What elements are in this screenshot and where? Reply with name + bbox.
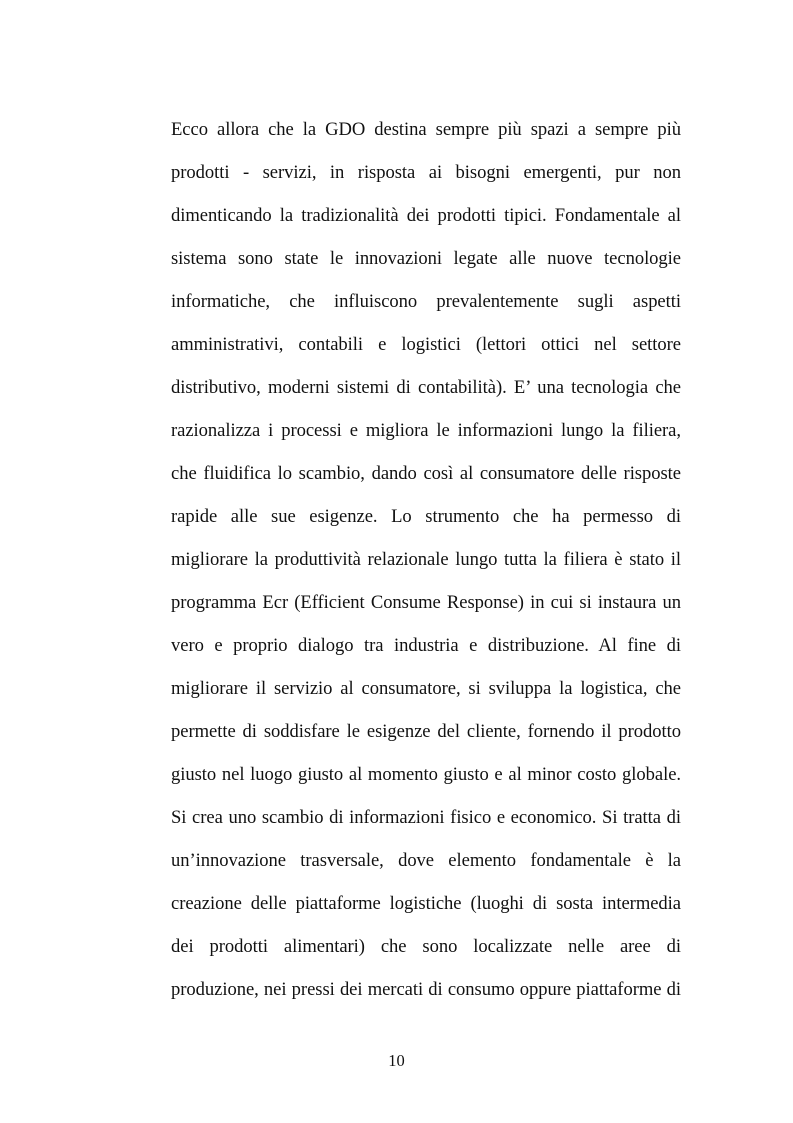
- text-line: distributivo, moderni sistemi di contabilità). E’ una tecnologia che: [171, 377, 681, 398]
- page-number: 10: [388, 1051, 405, 1070]
- text-line: dimenticando la tradizionalità dei prodotti tipici. Fondamentale al: [171, 205, 681, 226]
- text-line: rapide alle sue esigenze. Lo strumento che ha permesso di: [171, 506, 681, 527]
- text-line: dei prodotti alimentari) che sono localizzate nelle aree di: [171, 936, 681, 957]
- text-line: programma Ecr (Efficient Consume Response) in cui si instaura un: [171, 592, 681, 613]
- text-line: permette di soddisfare le esigenze del cliente, fornendo il prodotto: [171, 721, 681, 742]
- text-line: vero e proprio dialogo tra industria e distribuzione. Al fine di: [171, 635, 681, 656]
- text-line: sistema sono state le innovazioni legate alle nuove tecnologie: [171, 248, 681, 269]
- text-line: giusto nel luogo giusto al momento giusto e al minor costo globale.: [171, 764, 681, 785]
- text-line: Ecco allora che la GDO destina sempre più spazi a sempre più: [171, 119, 681, 140]
- text-line: razionalizza i processi e migliora le informazioni lungo la filiera,: [171, 420, 681, 441]
- text-line: informatiche, che influiscono prevalentemente sugli aspetti: [171, 291, 681, 312]
- text-line: migliorare il servizio al consumatore, si sviluppa la logistica, che: [171, 678, 681, 699]
- body-paragraph: [171, 108, 681, 1011]
- text-line: Si crea uno scambio di informazioni fisico e economico. Si tratta di: [171, 807, 681, 828]
- text-line: migliorare la produttività relazionale lungo tutta la filiera è stato il: [171, 549, 681, 570]
- text-line: un’innovazione trasversale, dove elemento fondamentale è la: [171, 850, 681, 871]
- text-line: prodotti - servizi, in risposta ai bisogni emergenti, pur non: [171, 162, 681, 183]
- text-line: creazione delle piattaforme logistiche (luoghi di sosta intermedia: [171, 893, 681, 914]
- text-line: produzione, nei pressi dei mercati di consumo oppure piattaforme di: [171, 979, 681, 1000]
- text-line: che fluidifica lo scambio, dando così al consumatore delle risposte: [171, 463, 681, 484]
- text-line: amministrativi, contabili e logistici (lettori ottici nel settore: [171, 334, 681, 355]
